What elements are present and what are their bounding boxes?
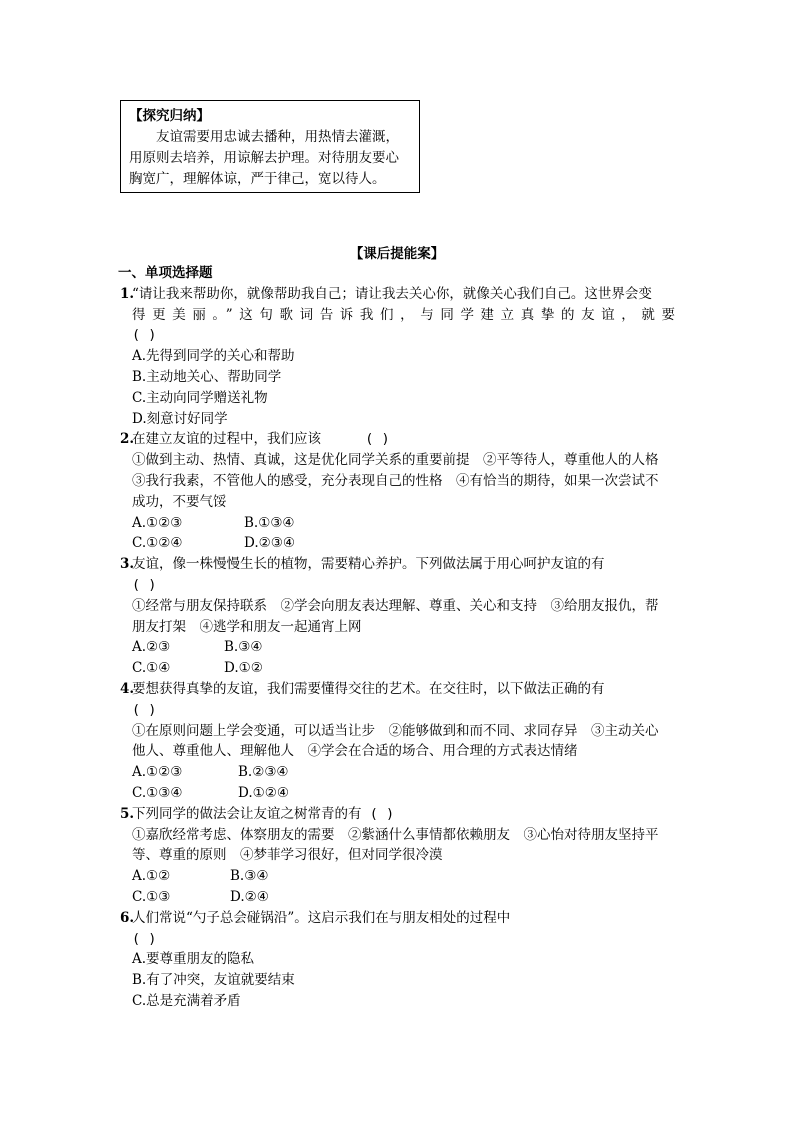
question-number: 6. xyxy=(120,909,135,926)
option-a: A.①② xyxy=(132,868,171,885)
answer-paren: ( ) xyxy=(132,930,157,947)
option-d: D.②④ xyxy=(230,888,269,905)
inquiry-summary-box xyxy=(120,100,420,193)
question-4 xyxy=(120,679,675,700)
statement-line: ①经常与朋友保持联系 ②学会向朋友表达理解、尊重、关心和支持 ③给朋友报仇，帮 xyxy=(132,597,659,614)
box-line-1: 友谊需要用忠诚去播种，用热情去灌溉， xyxy=(156,129,399,145)
option-row xyxy=(120,513,675,534)
option-b: B.有了冲突，友谊就要结束 xyxy=(132,972,295,989)
option-row xyxy=(120,783,675,804)
statement-line: ③我行我素，不管他人的感受，充分表现自己的性格 ④有恰当的期待，如果一次尝试不 xyxy=(132,472,659,489)
statement-line: ①在原则问题上学会变通，可以适当让步 ②能够做到和而不同、求同存异 ③主动关心 xyxy=(132,722,659,739)
option-d: D.②③④ xyxy=(244,535,295,552)
question-stem-line: 在建立友谊的过程中，我们应该 xyxy=(132,431,321,448)
question-5 xyxy=(120,804,675,825)
option-row xyxy=(120,887,675,908)
box-line-3: 胸宽广，理解体谅，严于律己，宽以待人。 xyxy=(129,171,386,187)
option-c: C.总是充满着矛盾 xyxy=(132,992,241,1009)
box-title: 【探究归纳】 xyxy=(129,108,210,124)
option-row xyxy=(120,637,675,658)
answer-paren: ( ) xyxy=(132,701,157,718)
option-c: C.主动向同学赠送礼物 xyxy=(132,389,268,406)
option-c: C.①②④ xyxy=(132,535,183,552)
question-1 xyxy=(120,284,675,305)
answer-paren: ( ) xyxy=(365,431,390,448)
question-number: 5. xyxy=(120,805,135,822)
answer-paren: ( ) xyxy=(369,805,395,822)
option-b: B.主动地关心、帮助同学 xyxy=(132,368,282,385)
option-a: A.②③ xyxy=(132,639,171,656)
option-b: B.③④ xyxy=(224,639,263,656)
option-d: D.①②④ xyxy=(238,784,289,801)
option-c: C.①③ xyxy=(132,888,171,905)
option-row xyxy=(120,658,675,679)
option-b: B.①③④ xyxy=(244,514,295,531)
option-d: D.刻意讨好同学 xyxy=(132,410,228,427)
option-a: A.①②③ xyxy=(132,764,183,781)
part-heading: 一、单项选择题 xyxy=(118,265,213,281)
question-stem-line: 人们常说“勺子总会碰锅沿”。这启示我们在与朋友相处的过程中 xyxy=(132,909,511,926)
option-a: A.先得到同学的关心和帮助 xyxy=(132,348,295,365)
option-c: C.①④ xyxy=(132,660,171,677)
statement-line: 朋友打架 ④逃学和朋友一起通宵上网 xyxy=(132,618,362,635)
option-b: B.③④ xyxy=(230,868,269,885)
question-stem-line: “请让我来帮助你，就像帮助我自己；请让我去关心你，就像关心我们自己。这世界会变 xyxy=(132,285,652,302)
option-row xyxy=(120,762,675,783)
question-2 xyxy=(120,429,675,450)
option-b: B.②③④ xyxy=(238,764,289,781)
answer-paren: ( ) xyxy=(132,576,157,593)
section-title: 【课后提能案】 xyxy=(349,246,445,262)
statement-line: ①做到主动、热情、真诚，这是优化同学关系的重要前提 ②平等待人，尊重他人的人格 xyxy=(132,452,659,469)
question-stem-line: 得更美丽。”这句歌词告诉我们，与同学建立真挚的友谊，就要 xyxy=(132,306,675,323)
answer-paren: ( ) xyxy=(132,327,157,344)
question-3 xyxy=(120,554,675,575)
question-number: 4. xyxy=(120,680,135,697)
question-number: 3. xyxy=(120,556,135,573)
option-row xyxy=(120,533,675,554)
box-line-2: 用原则去培养，用谅解去护理。对待朋友要心 xyxy=(129,150,399,166)
statement-line: 等、尊重的原则 ④梦菲学习很好，但对同学很冷漠 xyxy=(132,847,443,864)
question-stem-line: 友谊，像一株慢慢生长的植物，需要精心养护。下列做法属于用心呵护友谊的有 xyxy=(132,556,605,573)
statement-line: 成功，不要气馁 xyxy=(132,493,227,510)
option-a: A.①②③ xyxy=(132,514,183,531)
statement-line: ①嘉欣经常考虑、体察朋友的需要 ②紫涵什么事情都依赖朋友 ③心怡对待朋友坚持平 xyxy=(132,826,659,843)
statement-line: 他人、尊重他人、理解他人 ④学会在合适的场合、用合理的方式表达情绪 xyxy=(132,743,578,760)
question-stem-line: 要想获得真挚的友谊，我们需要懂得交往的艺术。在交往时，以下做法正确的有 xyxy=(132,680,605,697)
option-c: C.①③④ xyxy=(132,784,183,801)
option-row xyxy=(120,866,675,887)
option-d: D.①② xyxy=(224,660,263,677)
question-list xyxy=(120,263,675,1012)
question-6 xyxy=(120,908,675,929)
question-number: 1. xyxy=(120,285,135,302)
question-number: 2. xyxy=(120,431,135,448)
option-a: A.要尊重朋友的隐私 xyxy=(132,951,255,968)
question-stem-line: 下列同学的做法会让友谊之树常青的有 xyxy=(132,805,362,822)
